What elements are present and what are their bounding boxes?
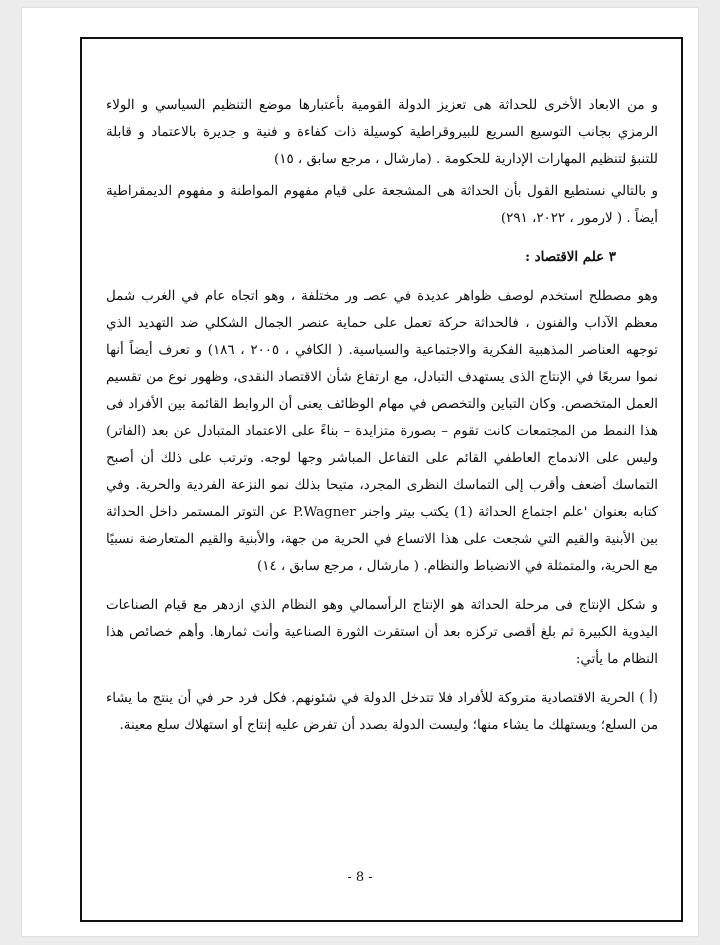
paragraph-economics-definition: وهو مصطلح استخدم لوصف ظواهر عديدة في عصـ ور مختلفة ، وهو اتجاه عام في الغرب شمل معظم الآداب والفنون ، فالحداثة حركة تعمل على حماية عنصر الجمال الشكلي ضد التهديد الذي توجهه العناصر المذهبية الفكرية والاجتماعية والسياسية. ( الكافي ، ٢٠٠٥ ، ١٨٦) و تعرف أيضاً أنها نموا سريعًا في الإنتاج الذى يستهدف التبادل، مع ارتفاع شأن الاقتصاد النقدى، وظهور نوع من تقسيم العمل المتخصص. وكان التباين والتخصص في مهام الوظائف يعنى أن الروابط القائمة بين الأفراد فى هذا النمط من المجتمعات كانت تقوم – بصورة متزايدة – بناءً على الاعتماد المتبادل عن بعد (الفاتر) وليس على الاندماج العاطفي القائم على التفاعل المباشر وجها لوجه. وترتب على ذلك أن أصبح التماسك أضعف وأقرب إلى التماسك النظرى المجرد، متيحا بذلك نمو النزعة الفردية والحرية. وفي كتابه بعنوان 'علم اجتماع الحداثة (1) يكتب بيتر واجنر P.Wagner عن التوتر المستمر داخل الحداثة بين الأبنية والقيم التي شجعت على هذا الاتساع في الحرية من جهة، والأبنية والقيم المتعارضة نسبيًا مع الحرية، والمتمثلة في الانضباط والنظام. ( مارشال ، مرجع سابق ، ١٤) — [106, 289, 659, 574]
page-number: - 8 - — [347, 870, 373, 885]
paragraph-economic-freedom: (أ ) الحرية الاقتصادية متروكة للأفراد فلا تتدخل الدولة في شئونهم. فكل فرد حر في أن ينتج ما يشاء من السلع؛ ويستهلك ما يشاء منها؛ وليست الدولة بصدد أن تفرض عليه إنتاج أو استهلاك سلع معينة. — [106, 691, 658, 733]
section-heading-economics: ٣ علم الاقتصاد : — [525, 249, 616, 265]
document-page — [22, 8, 698, 936]
paragraph-capitalist-production: و شكل الإنتاج فى مرحلة الحداثة هو الإنتاج الرأسمالي وهو النظام الذي ازدهر مع قيام الصناعات اليدوية الكبيرة ثم بلغ أقصى تركزه بعد أن استقرت الثورة الصناعية وأنت ثمارها. وأهم خصائص هذا النظام ما يأتي: — [106, 598, 658, 667]
paragraph-citizenship: و بالتالي نستطيع القول بأن الحداثة هى المشجعة على قيام مفهوم المواطنة و مفهوم الديمقراطية أيضاً . ( لارمور ، ٢٠٢٢، ٢٩١) — [106, 184, 658, 226]
paragraph-modernity-dimensions: و من الابعاد الأخرى للحداثة هى تعزيز الدولة القومية بأعتبارها موضع التنظيم السياسي و الولاء الرمزي بجانب التوسيع السريع للبيروقراطية كوسيلة ذات كفاءة و فنية و جديرة بالاعتماد و قابلة للتنبؤ لتنظيم المهارات الإدارية للحكومة . (مارشال ، مرجع سابق ، ١٥) — [106, 98, 658, 167]
page-body — [106, 92, 658, 739]
